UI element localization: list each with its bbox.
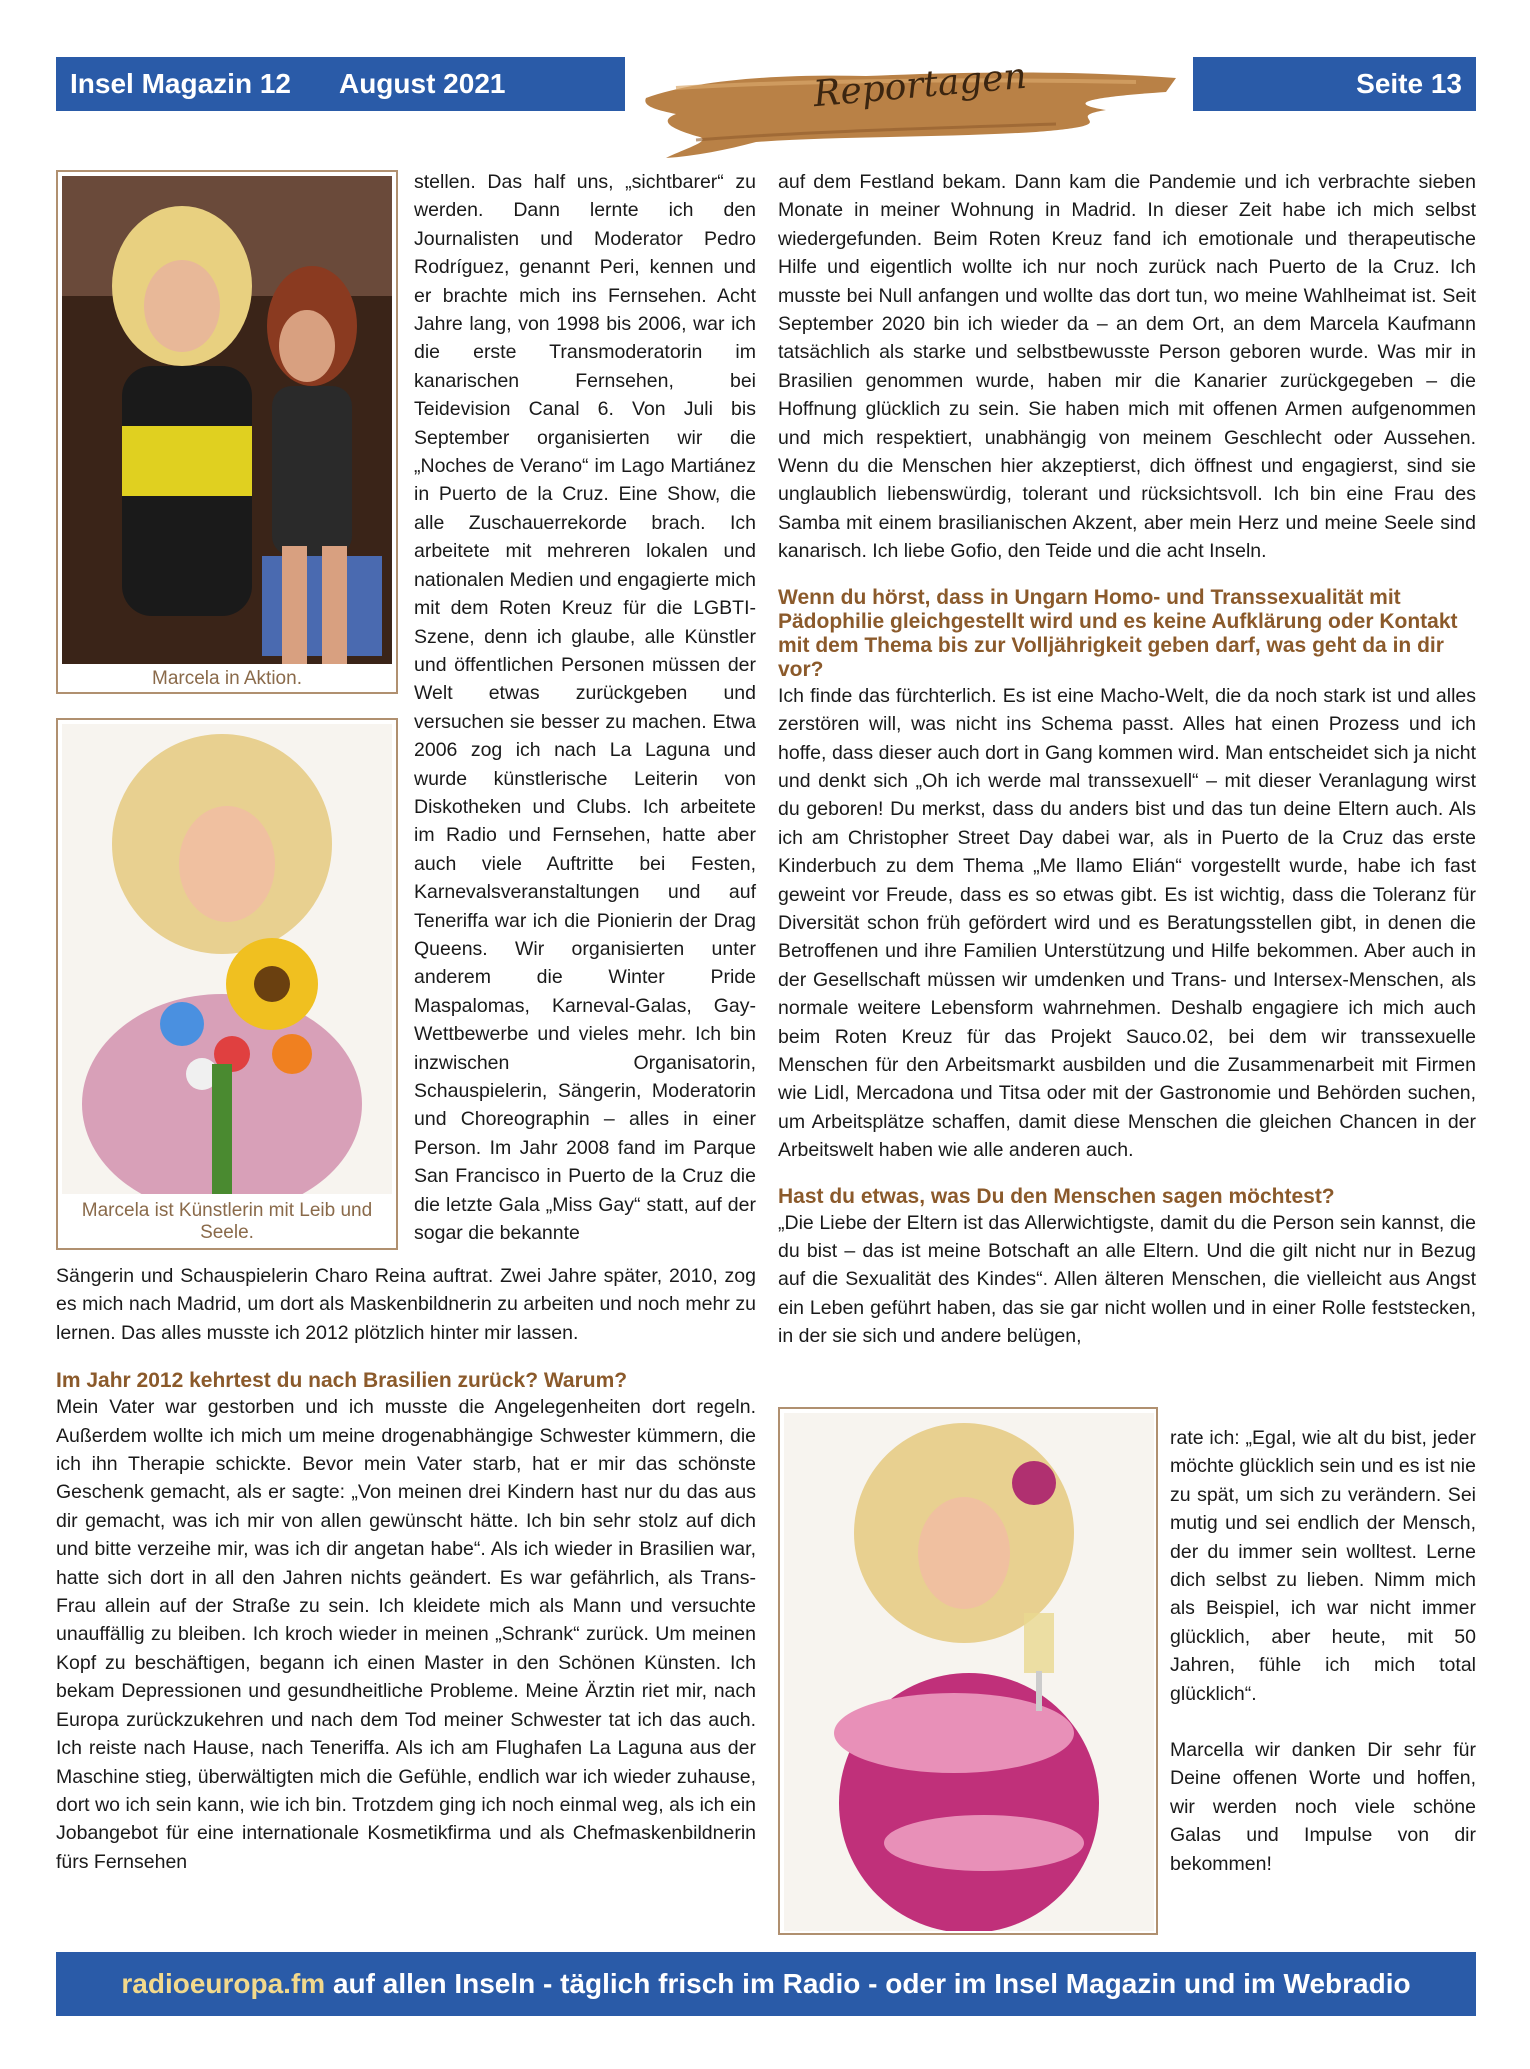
photo-marcela-champagne [778, 1407, 1158, 1935]
photo-caption: Marcela in Aktion. [152, 668, 302, 689]
interview-question-3: Hast du etwas, was Du den Menschen sagen möchtest? [778, 1184, 1335, 1208]
interview-answer-1: Mein Vater war gestorben und ich musste die Angelegenheiten dort regeln. Außerdem wollte ich mich um meine drogenabhängige Schwester kümmern, die ich ihn Therapie schickte. Bevor mein Vater starb, hat er mir das schönste Geschenk gemacht, als er sagte: „Von meinen drei Kindern hast nur du das aus dir gemacht, was ich mir von allen gewünscht hätte. Ich bin sehr stolz auf dich und bitte verzeihe mir, was ich dir angetan habe“. Als ich wieder in Brasilien war, hatte sich dort in all den Jahren nichts geändert. Es war gefährlich, als Trans-Frau allein auf der Straße zu sein. Ich kleidete mich als Mann und versuchte unauffällig zu bleiben. Ich kroch wieder in meinen „Schrank“ zurück. Um meinen Kopf zu beschäftigen, begann ich einen Master in den Schönen Künsten. Ich bekam Depressionen und gesundheitliche Probleme. Meine Ärztin riet mir, nach Europa zurückzukehren und nach dem Tod meiner Schwester tat ich das auch. Ich reiste nach Hause, nach Teneriffa. Als ich am Flughafen La Laguna aus der Maschine stieg, überwältigten mich die Gefühle, endlich war ich wieder zuhause, dort wo ich sein kann, wie ich bin. Trotzdem ging ich noch einmal weg, als ich ein Jobangebot für eine internationale Kosmetikfirma und als Chefmaskenbildnerin fürs Fernsehen [56, 1396, 756, 1873]
article-column-1-top [414, 168, 756, 1247]
interview-answer-2: Ich finde das fürchterlich. Es ist eine Macho-Welt, die da noch stark ist und alles zerstören will, was nicht ins Schema passt. Alles hat einen Prozess und ich hoffe, dass dieser auch dort in Gang kommen wird. Man entscheidet sich ja nicht und denkt sich „Oh ich werde mal transsexuell“ – mit dieser Veranlagung wirst du geboren! Du merkst, dass du anders bist und das tun deine Eltern auch. Als ich am Christopher Street Day dabei war, als in Puerto de la Cruz das erste Kinderbuch zu dem Thema „Me llamo Elián“ vorgestellt wurde, habe ich fast geweint vor Freude, dass es so etwas gibt. Es ist wichtig, dass die Toleranz für Diversität schon früh gefördert wird und es Beratungsstellen gibt, in denen die Betroffenen und ihre Familien Unterstützung und Hilfe bekommen. Aber auch in der Gesellschaft müssen wir umdenken und Trans- und Intersex-Menschen, als normale weitere Lebensform wahrnehmen. Deshalb engagiere ich mich auch beim Roten Kreuz für das Projekt Sauco.02, bei dem wir transsexuelle Menschen für den Arbeitsmarkt ausbilden und die Zusammenarbeit mit Firmen wie Lidl, Mercadona und Titsa oder mit der Gastronomie und Behörden suchen, um Arbeitsplätze schaffen, damit diese Menschen die gleichen Chancen in der Arbeitswelt haben wie alle anderen auch. [778, 684, 1476, 1162]
photo-image [62, 176, 392, 664]
magazine-title: Insel Magazin 12 [70, 68, 291, 99]
photo-image [784, 1413, 1154, 1931]
footer-banner [56, 1952, 1476, 2016]
interview-question-2: Wenn du hörst, dass in Ungarn Homo- und Transsexualität mit Pädophilie gleichgestellt wird und es keine Aufklärung oder Kontakt mit dem Thema bis zur Volljährigkeit geben darf, was geht da in dir vor? [778, 585, 1458, 681]
footer-website: radioeuropa.fm [121, 1968, 326, 1999]
photo-image [62, 724, 392, 1194]
page-number: Seite 13 [1356, 68, 1462, 99]
footer-text: auf allen Inseln - täglich frisch im Radio - oder im Insel Magazin und im Webradio [325, 1968, 1411, 1999]
photo-marcela-in-action [56, 170, 398, 694]
interview-answer-3: „Die Liebe der Eltern ist das Allerwichtigste, damit du die Person sein kannst, die du bist – das ist meine Botschaft an alle Eltern. Und die gilt nicht nur in Bezug auf die Sexualität des Kindes“. Allen älteren Menschen, die vielleicht aus Angst ein Leben geführt haben, das sie gar nicht wollen und in einer Rolle feststecken, in der sie sich und andere belügen, [778, 1211, 1476, 1348]
header-bar-right [1193, 57, 1476, 111]
paragraph: Sängerin und Schauspielerin Charo Reina auftrat. Zwei Jahre später, 2010, zog es mich nach Madrid, um dort als Maskenbildnerin zu arbeiten und noch mehr zu lernen. Das alles musste ich 2012 plötzlich hinter mir lassen. [56, 1265, 756, 1344]
photo-caption: Marcela ist Künstlerin mit Leib und Seele. [81, 1200, 373, 1243]
header-bar-left [56, 57, 625, 111]
issue-date: August 2021 [338, 68, 506, 99]
interview-question-1: Im Jahr 2012 kehrtest du nach Brasilien zurück? Warum? [56, 1369, 628, 1393]
article-column-1-bottom [56, 1262, 756, 1876]
section-title: Reportagen [811, 55, 1029, 116]
photo-marcela-artist [56, 718, 398, 1250]
closing-paragraph: Marcella wir danken Dir sehr für Deine offenen Worte und hoffen, wir werden noch viele schöne Galas und Impulse von dir bekommen! [1170, 1739, 1476, 1875]
paragraph: stellen. Das half uns, „sichtbarer“ zu werden. Dann lernte ich den Journalisten und Moderator Pedro Rodríguez, genannt Peri, kennen und er brachte mich ins Fernsehen. Acht Jahre lang, von 1998 bis 2006, war ich die erste Transmoderatorin im kanarischen Fernsehen, bei Teidevision Canal 6. Von Juli bis September organisierten wir die „Noches de Verano“ im Lago Martiánez in Puerto de la Cruz. Eine Show, die alle Zuschauerrekorde brach. Ich arbeitete mit mehreren lokalen und nationalen Medien und engagierte mich mit dem Roten Kreuz für die LGBTI-Szene, denn ich glaube, alle Künstler und öffentlichen Personen müssen der Welt etwas zurückgeben und versuchen sie besser zu machen. Etwa 2006 zog ich nach La Laguna und wurde künstlerische Leiterin von Diskotheken und Clubs. Ich arbeitete im Radio und Fernsehen, hatte aber auch viele Auftritte bei Festen, Karnevalsveranstaltungen und auf Teneriffa war ich die Pionierin der Drag Queens. Wir organisierten unter anderem die Winter Pride Maspalomas, Karneval-Galas, Gay-Wettbewerbe und vieles mehr. Ich bin inzwischen Organisatorin, Schauspielerin, Sängerin, Moderatorin und Choreographin – alles in einer Person. Im Jahr 2008 fand im Parque San Francisco in Puerto de la Cruz die die letzte Gala „Miss Gay“ statt, auf der sogar die bekannte [414, 171, 756, 1245]
interview-answer-3-continued: rate ich: „Egal, wie alt du bist, jeder möchte glücklich sein und es ist nie zu spät, um sich zu verändern. Sei mutig und sei endlich der Mensch, der du immer sein wolltest. Lerne dich selbst zu lieben. Nimm mich als Beispiel, ich war nicht immer glücklich, aber heute, mit 50 Jahren, fühle ich mich total glücklich“. [1170, 1427, 1476, 1705]
article-column-2-bottom [1170, 1424, 1476, 1878]
paragraph: auf dem Festland bekam. Dann kam die Pandemie und ich verbrachte sieben Monate in meiner Wohnung in Madrid. In dieser Zeit habe ich mich selbst wiedergefunden. Beim Roten Kreuz fand ich emotionale und therapeutische Hilfe und eigentlich wollte ich nur noch zurück nach Puerto de la Cruz. Ich musste bei Null anfangen und wollte das dort tun, wo meine Wahlheimat ist. Seit September 2020 bin ich wieder da – an dem Ort, an dem Marcela Kaufmann tatsächlich als starke und selbstbewusste Person geboren wurde. Was mir in Brasilien genommen wurde, haben mir die Kanarier zurückgegeben – die Hoffnung glücklich zu sein. Sie haben mich mit offenen Armen aufgenommen und mich respektiert, unabhängig von meinem Geschlecht oder Aussehen. Wenn du die Menschen hier akzeptierst, dich öffnest und engagierst, sind sie unglaublich liebenswürdig, tolerant und rücksichtsvoll. Ich bin eine Frau des Samba mit einem brasilianischen Akzent, aber mein Herz und meine Seele sind kanarisch. Ich liebe Gofio, den Teide und die acht Inseln. [778, 171, 1476, 563]
article-column-2 [778, 168, 1476, 1351]
